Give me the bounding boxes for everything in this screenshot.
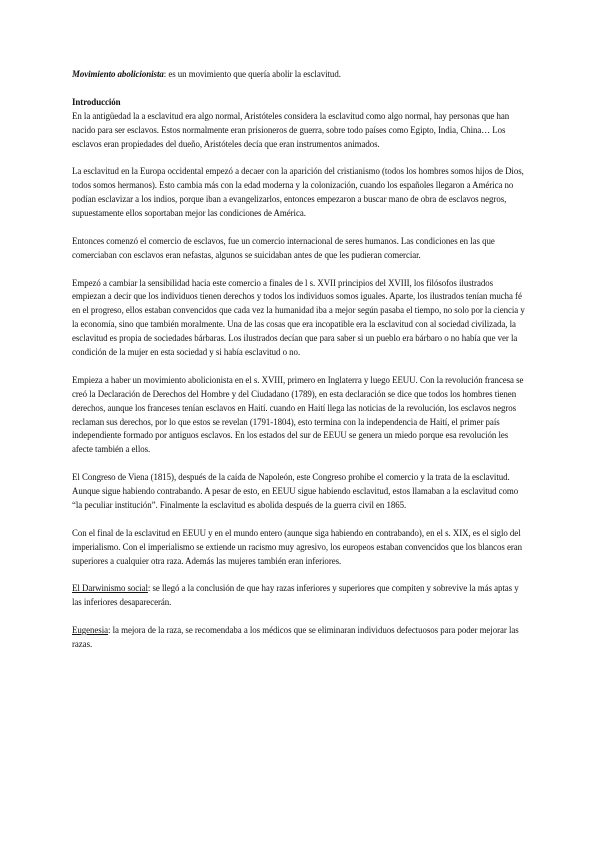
paragraph-congreso-viena: El Congreso de Viena (1815), después de la caída de Napoleón, este Congreso prohibe el comercio y la trata de la esclavitud. Aunque sigue habiendo contrabando. A pesar de esto, en EEUU sigue habiendo esclavitud, estos llamaban a la esclavitud como “la peculiar institución”. Finalmente la esclavitud es abolida después de la guerra civil en 1865. — [72, 472, 519, 510]
paragraph-abolicionismo: Empieza a haber un movimiento abolicionista en el s. XVIII, primero en Inglaterra y luego EEUU. Con la revolución francesa se creó la Declaración de Derechos del Hombre y del Ciudadano (1789), en esta declaración se dice que todos los hombres tienen derechos, aunque los franceses tenían esclavos en Haití. cuando en Haití llega las noticias de la revolución, los esclavos negros reclaman sus derechos, por lo que estos se revelan (1791-1804), esto termina con la independencia de Haití, el primer país independiente formado por antiguos esclavos. En los estados del sur de EEUU se genera un miedo porque esa revolución les afecte también a ellos. — [72, 374, 524, 455]
paragraph-comercio: Entonces comenzó el comercio de esclavos, fue un comercio internacional de seres humanos. Las condiciones en las que comerciaban con esclavos eran nefastas, algunos se suicidaban antes de que les pudieran comerciar. — [72, 235, 495, 260]
paragraph-imperialismo: Con el final de la esclavitud en EEUU y en el mundo entero (aunque siga habiendo en contrabando), en el s. XIX, es el siglo del imperialismo. Con el imperialismo se extiende un racismo muy agresivo, los europeos estaban convencidos que los blancos eran superiores a cualquier otra raza. Además las mujeres también eran inferiores. — [72, 527, 523, 566]
eugenesia-paragraph — [72, 624, 528, 652]
intro-text: En la antigüedad la a esclavitud era algo normal, Aristóteles considera la esclavitud como algo normal, hay personas que han nacido para ser esclavos. Estos normalmente eran prisioneros de guerra, sobre todo países como Egipto, India, China… Los esclavos eran propiedades del dueño, Aristóteles decía que eran instrumentos animados. — [72, 110, 510, 149]
eugenesia-term: Eugenesia — [72, 625, 109, 636]
intro-paragraph — [72, 96, 528, 152]
document-page — [72, 68, 528, 666]
darwinismo-term: El Darwinismo social — [72, 583, 148, 594]
paragraph-ilustrados: Empezó a cambiar la sensibilidad hacia este comercio a finales de l s. XVII principios del XVIII, los filósofos ilustrados empiezan a decir que los individuos tienen derechos y todos los individuos somos iguales. Aparte, los ilustrados tenían mucha fé en el progreso, ellos estaban convencidos que cada vez la humanidad iba a mejor según pasaba el tiempo, no solo por la ciencia y la economía, sino que también moralmente. Una de las cosas que era incopatible era la esclavitud con al sociedad civilizada, la esclavitud es propia de sociedades bárbaras. Los ilustrados decían que para saber si un pueblo era bárbaro o no había que ver la condición de la mujer en esta sociedad y si había esclavitud o no. — [72, 277, 525, 358]
intro-heading: Introducción — [72, 96, 121, 107]
darwinismo-text: : se llegó a la conclusión de que hay razas inferiores y superiores que compiten y sobrevive la más aptas y las inferiores desaparecerán. — [72, 583, 519, 608]
title-paragraph — [72, 68, 528, 82]
darwinismo-paragraph — [72, 582, 528, 610]
eugenesia-text: : la mejora de la raza, se recomendaba a los médicos que se eliminaran individuos defectuosos para poder mejorar las razas. — [72, 625, 519, 650]
title-term: Movimiento abolicionista — [72, 69, 164, 79]
paragraph-cristianismo: La esclavitud en la Europa occidental empezó a decaer con la aparición del cristianismo (todos los hombres somos hijos de Dios, todos somos hermanos). Esto cambia más con la edad moderna y la colonización, cuando los españoles llegaron a América no podían esclavizar a los indios, porque iban a evangelizarlos, entonces empezaron a buscar mano de obra de esclavos negros, supuestamente ellos soportaban mejor las condiciones de América. — [72, 166, 524, 219]
title-definition: : es un movimiento que quería abolir la esclavitud. — [163, 69, 341, 79]
